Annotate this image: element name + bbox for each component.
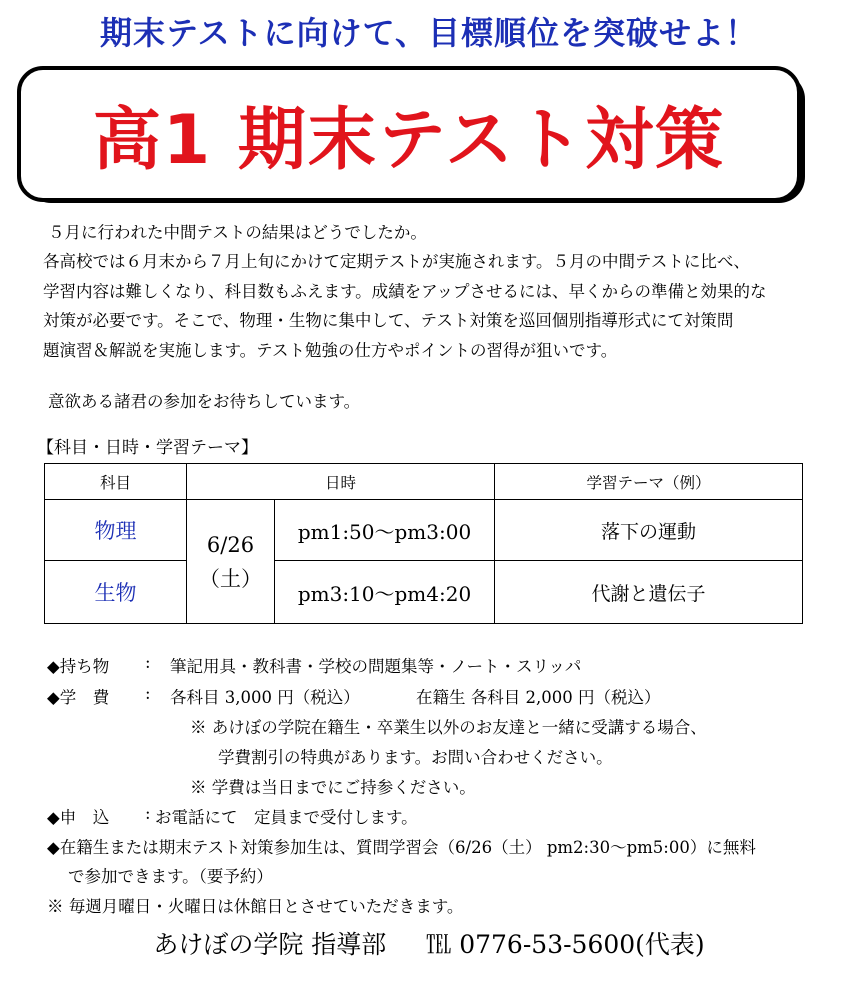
time-cell: pm1:50～pm3:00: [275, 500, 495, 561]
column-header-datetime: 日時: [187, 464, 495, 500]
fee-member: 在籍生 各科目 2,000 円（税込）: [416, 688, 661, 707]
fee-label: ◆学 費: [47, 688, 110, 707]
column-header-subject: 科目: [45, 464, 187, 500]
theme-cell: 落下の運動: [495, 500, 803, 561]
date-cell: [187, 500, 275, 624]
extra-session-note-cont: で参加できます。（要予約）: [68, 867, 273, 886]
page-title: 高1 期末テスト対策: [92, 100, 726, 180]
fee-note-discount: ※ あけぼの学院在籍生・卒業生以外のお友達と一緒に受講する場合、: [190, 718, 707, 737]
intro-body-line: 各高校では６月末から７月上旬にかけて定期テストが実施されます。５月の中間テストに比べ、: [43, 252, 750, 271]
title-box: [17, 66, 801, 202]
intro-body-line: 題演習＆解説を実施します。テスト勉強の仕方やポイントの習得が狙いです。: [43, 340, 618, 360]
schedule-table: [44, 463, 803, 624]
subject-cell: 物理: [45, 500, 187, 561]
apply-colon: :: [145, 804, 151, 823]
apply-label: ◆申 込: [47, 808, 110, 827]
fee-general: 各科目 3,000 円（税込）: [170, 688, 360, 707]
date-value: 6/26: [206, 532, 255, 557]
phone-number[interactable]: ℡ 0776-53-5600(代表): [426, 930, 705, 959]
apply-value: お電話にて 定員まで受付します。: [155, 808, 418, 827]
date-weekday: （土）: [199, 566, 262, 591]
intro-body-line: 学習内容は難しくなり、科目数もふえます。成績をアップさせるには、早くからの準備と効果的な: [43, 281, 767, 301]
table-header-row: [45, 464, 803, 500]
subject-cell: 生物: [45, 561, 187, 624]
fee-note-discount-cont: 学費割引の特典があります。お問い合わせください。: [218, 748, 613, 767]
column-header-theme: 学習テーマ（例）: [495, 464, 803, 500]
schedule-heading: 【科目・日時・学習テーマ】: [37, 438, 258, 458]
intro-body-line: 対策が必要です。そこで、物理・生物に集中して、テスト対策を巡回個別指導形式にて対策問: [43, 311, 734, 330]
intro-body: [43, 247, 767, 365]
extra-session-note: ◆在籍生または期末テスト対策参加生は、質問学習会（6/26（土） pm2:30～pm5:00）に無料: [47, 838, 756, 857]
items-colon: :: [145, 653, 151, 672]
time-cell: pm3:10～pm4:20: [275, 561, 495, 624]
items-label: ◆持ち物: [47, 657, 110, 676]
intro-closing: 意欲ある諸君の参加をお待ちしています。: [48, 392, 361, 411]
fee-colon: :: [145, 684, 151, 703]
theme-cell: 代謝と遺伝子: [495, 561, 803, 624]
items-value: 筆記用具・教科書・学校の問題集等・ノート・スリッパ: [170, 657, 582, 676]
footer-contact: [0, 925, 858, 961]
page-subtitle: 期末テストに向けて、目標順位を突破せよ！: [99, 14, 759, 52]
fee-note-payment: ※ 学費は当日までにご持参ください。: [190, 778, 476, 797]
table-row: [45, 561, 803, 624]
intro-question: ５月に行われた中間テストの結果はどうでしたか。: [48, 223, 427, 242]
holiday-note: ※ 毎週月曜日・火曜日は休館日とさせていただきます。: [47, 897, 464, 916]
table-row: [45, 500, 803, 561]
school-name: あけぼの学院 指導部: [153, 930, 387, 959]
